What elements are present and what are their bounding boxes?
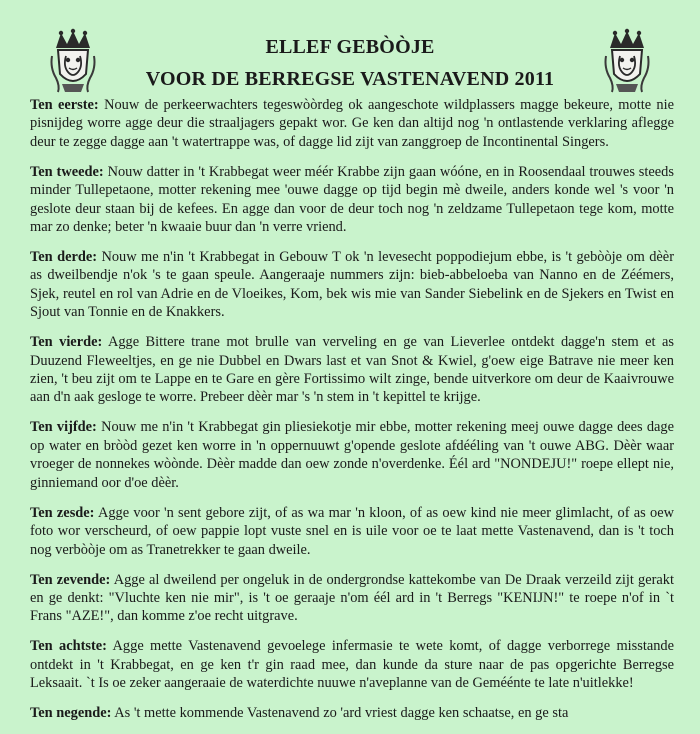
rule-heading: Ten derde: <box>30 249 98 266</box>
rule-heading: Ten zesde: <box>30 504 95 521</box>
rule-heading: Ten tweede: <box>30 163 104 180</box>
rule-text: Nouw de perkeerwachters tegeswòòrdeg ok aangeschote wildplassers magge bekeure, motte nie pisnijdeg worre agge deur die straaljagers gepakt wor. Ge ken dan altijd nog 'n ontlastende verklaring aflegge deur te zegge dagge aan 't watertrappe was, of dagge lid zijt van zanggroep de Incontinental Singers. <box>30 97 674 150</box>
rule-heading: Ten zevende: <box>30 571 111 588</box>
rule-paragraph <box>30 637 674 692</box>
rule-paragraph <box>30 571 674 626</box>
rule-heading: Ten negende: <box>30 705 112 722</box>
rule-text: As 't mette kommende Vastenavend zo 'ard vriest dagge ken schaatse, en ge sta <box>114 705 569 722</box>
rule-text: Agge al dweilend per ongeluk in de ondergrondse kattekombe van De Draak verzeild zijt gerakt en ge denkt: "Vluchte ken nie mir", is 't oe geraaje n'om éél ard in 't Berregs "KENIJN!" te roepe n'of in `t Frans "AZE!", dan komme z'oe recht uitgrave. <box>30 571 674 625</box>
rule-heading: Ten vijfde: <box>30 419 97 436</box>
rule-paragraph <box>30 333 674 407</box>
rule-heading: Ten achtste: <box>30 638 107 655</box>
rule-paragraph <box>30 96 674 151</box>
rule-text: Agge mette Vastenavend gevoelege infermasie te wete komt, of dagge verborrege misstande ontdekt in 't Krabbegat, en ge ken t'r gin raad mee, dan kunde da sture naar de pas opgerichte Berregse Leksaait. `t Is oe zeker aangeraaie de waterdichte nuuwe n'aveplanne van de Geméénte te late n'uitlekke! <box>30 638 674 692</box>
rule-paragraph <box>30 418 674 492</box>
rule-text: Agge Bittere trane mot brulle van verveling en ge van Lieverlee ontdekt dagge'n stem et as Duuzend Fleweeltjes, en ge nie Dubbel en Dwars last et van Snot & Kwiel, g'oew eige Batrave nie meer ken zien, 't beu zijt om te Lappe en te Gare en gère Fortissimo wilt zinge, bende uitverkore om deur de Kaaivrouwe aan d'n aak gesloge te worre. Prebeer dèèr mar 's 'n stem in 't kepittel te krijge. <box>30 334 674 406</box>
rule-text: Agge voor 'n sent gebore zijt, of as wa mar 'n kloon, of as oew kind nie meer glimlacht, of as oew foto wor verscheurd, of oew pappie lopt vuste snel en is uile voor oe te laat mette Vastenavend, dan is 't toch nog verbòòje om as Tranetrekker te gaan dweile. <box>30 504 674 558</box>
rule-text: Nouw datter in 't Krabbegat weer méér Krabbe zijn gaan wóóne, en in Roosendaal trouwes steeds minder Tullepetaone, motter rekening mee 'ouwe dagge op tijd begin mè dweile, anders konde wel 's voor 'n geslote deur staan bij de kefees. En agge dan voor de deur toch nog 'n zeldzame Tullepetaon tege kom, motte mar zo denke; beter 'n kwaaie buur dan 'n verre vriend. <box>30 163 674 236</box>
document-title: ELLEF GEBÒÒJE <box>265 36 435 58</box>
rule-paragraph <box>30 704 674 722</box>
rule-heading: Ten vierde: <box>30 334 103 351</box>
rules-list <box>30 96 674 734</box>
rule-paragraph <box>30 504 674 559</box>
rule-paragraph <box>30 163 674 237</box>
rule-text: Nouw me n'in 't Krabbegat gin pliesiekotje mir ebbe, motter rekening meej ouwe dagge dees dage op water en bròòd gezet ken worre in 'n oppernuuwt g'opende geslote afdééling van 't ouwe ABG. Dèèr waar vroeger de nonnekes wòònde. Dèèr madde dan oew zonde n'overdenke. Éél ard "NONDEJU!" roepe ellept nie, ginniemand oor d'oe dèèr. <box>30 419 675 491</box>
rule-text: Nouw me n'in 't Krabbegat in Gebouw T ok 'n levesecht poppodiejum ebbe, is 't gebòòje om dèèr as dweilbendje n'ok 's te gaan speule. Aangeraaje nummers zijn: bieb-abbeloeba van Nanno en de Zéémers, Sjek, reutel en rol van Adrie en de Vloeikes, Kom, bek wis mie van Sander Siebelink en de Sjekers en Twist en Sjout van Tonnie en de Knakkers. <box>30 249 674 321</box>
rule-paragraph <box>30 248 674 322</box>
rule-heading: Ten eerste: <box>30 97 99 113</box>
document-subtitle: VOOR DE BERREGSE VASTENAVEND 2011 <box>145 68 555 90</box>
